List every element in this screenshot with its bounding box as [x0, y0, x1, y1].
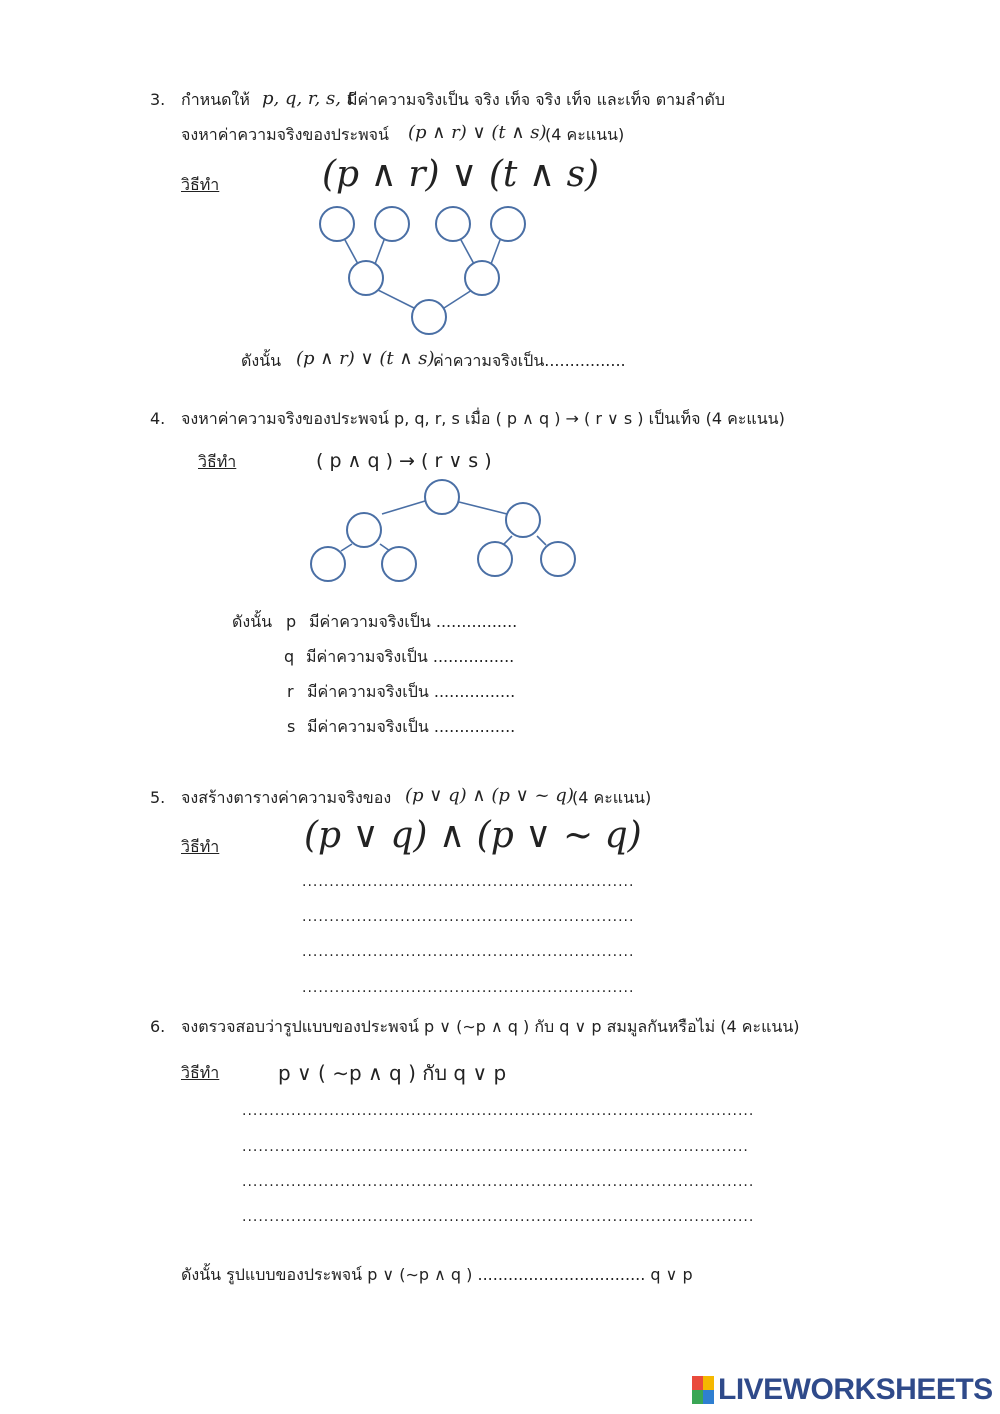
- q6-expr: p ∨ ( ∼p ∧ q ) กับ q ∨ p: [278, 1061, 507, 1085]
- q5-big-expr: (p ∨ q) ∧ (p ∨ ~ q): [304, 815, 642, 856]
- q4-answer-field[interactable]: มีค่าความจริงเป็น ................: [306, 647, 515, 666]
- q4-expr: ( p ∧ q ) → ( r ∨ s ): [316, 450, 492, 472]
- q4-node-q[interactable]: [382, 547, 416, 581]
- q6-answer-line[interactable]: .............................................................................................: [242, 1139, 749, 1155]
- q5-answer-line[interactable]: .............................................................: [302, 944, 635, 960]
- q3-line2-pre: จงหาค่าความจริงของประพจน์: [181, 125, 389, 144]
- q6-question: จงตรวจสอบว่ารูปแบบของประพจน์ p ∨ (∼p ∧ q ) กับ q ∨ p สมมูลกันหรือไม่ (4 คะแนน): [181, 1017, 800, 1036]
- liveworksheets-logo: [692, 1373, 993, 1407]
- q4-answer-field[interactable]: มีค่าความจริงเป็น ................: [309, 612, 518, 631]
- q6-answer-line[interactable]: ..............................................................................................: [242, 1209, 755, 1225]
- q4-method-label: วิธีทำ: [198, 452, 237, 471]
- q3-big-expr: (p ∧ r) ∨ (t ∧ s): [322, 154, 600, 195]
- q4-answer-field[interactable]: มีค่าความจริงเป็น ................: [307, 717, 516, 736]
- q5-number: 5.: [150, 788, 166, 807]
- q6-number: 6.: [150, 1017, 166, 1036]
- q3-conclusion-expr: (p ∧ r) ∨ (t ∧ s): [296, 348, 435, 369]
- q4-node-p[interactable]: [311, 547, 345, 581]
- q3-method-label: วิธีทำ: [181, 175, 220, 194]
- q3-line1-pre: กำหนดให้: [181, 90, 250, 109]
- badge-cell: [692, 1376, 703, 1390]
- q6-answer-line[interactable]: ..............................................................................................: [242, 1174, 755, 1190]
- q5-question-points: (4 คะแนน): [572, 788, 652, 807]
- q4-answer-var: p: [286, 612, 297, 631]
- q3-line2-expr: (p ∧ r) ∨ (t ∧ s): [408, 122, 547, 143]
- q3-number: 3.: [150, 90, 166, 109]
- badge-cell: [692, 1390, 703, 1404]
- q3-line1-vars: p, q, r, s, t: [262, 88, 354, 109]
- q5-answer-line[interactable]: .............................................................: [302, 909, 635, 925]
- brand-name: LIVEWORKSHEETS: [718, 1373, 993, 1406]
- q4-question: จงหาค่าความจริงของประพจน์ p, q, r, s เมื่อ ( p ∧ q ) → ( r ∨ s ) เป็นเท็จ (4 คะแนน): [181, 409, 785, 428]
- q6-answer-line[interactable]: ..............................................................................................: [242, 1103, 755, 1119]
- q6-conclusion[interactable]: ดังนั้น รูปแบบของประพจน์ p ∨ (∼p ∧ q ) ................................. q ∨ p: [181, 1265, 693, 1284]
- q4-node-r-or-s[interactable]: [506, 503, 540, 537]
- q4-node-r[interactable]: [478, 542, 512, 576]
- q5-answer-line[interactable]: .............................................................: [302, 980, 635, 996]
- q4-node-root[interactable]: [425, 480, 459, 514]
- q3-conclusion-pre: ดังนั้น: [241, 351, 282, 370]
- q3-line1-post: มีค่าความจริงเป็น จริง เท็จ จริง เท็จ และเท็จ ตามลำดับ: [347, 90, 726, 109]
- q3-conclusion-answer[interactable]: ค่าความจริงเป็น................: [433, 351, 626, 370]
- q5-method-label: วิธีทำ: [181, 837, 220, 856]
- q4-node-p-and-q[interactable]: [347, 513, 381, 547]
- q4-answer-field[interactable]: มีค่าความจริงเป็น ................: [307, 682, 516, 701]
- q5-question-pre: จงสร้างตารางค่าความจริงของ: [181, 788, 392, 807]
- q3-line2-points: (4 คะแนน): [545, 125, 625, 144]
- q4-truth-tree: [0, 0, 1000, 600]
- q5-answer-line[interactable]: .............................................................: [302, 874, 635, 890]
- q4-answer-var: q: [284, 647, 295, 666]
- q6-method-label: วิธีทำ: [181, 1063, 220, 1082]
- q4-answer-var: r: [287, 682, 294, 701]
- q4-node-s[interactable]: [541, 542, 575, 576]
- q4-conclusion-pre: ดังนั้น: [232, 612, 273, 631]
- q4-answer-var: s: [287, 717, 296, 736]
- badge-cell: [703, 1376, 714, 1390]
- badge-cell: [703, 1390, 714, 1404]
- q4-number: 4.: [150, 409, 166, 428]
- logo-badge-icon: [692, 1376, 714, 1404]
- q5-question-expr: (p ∨ q) ∧ (p ∨ ~ q): [405, 785, 574, 806]
